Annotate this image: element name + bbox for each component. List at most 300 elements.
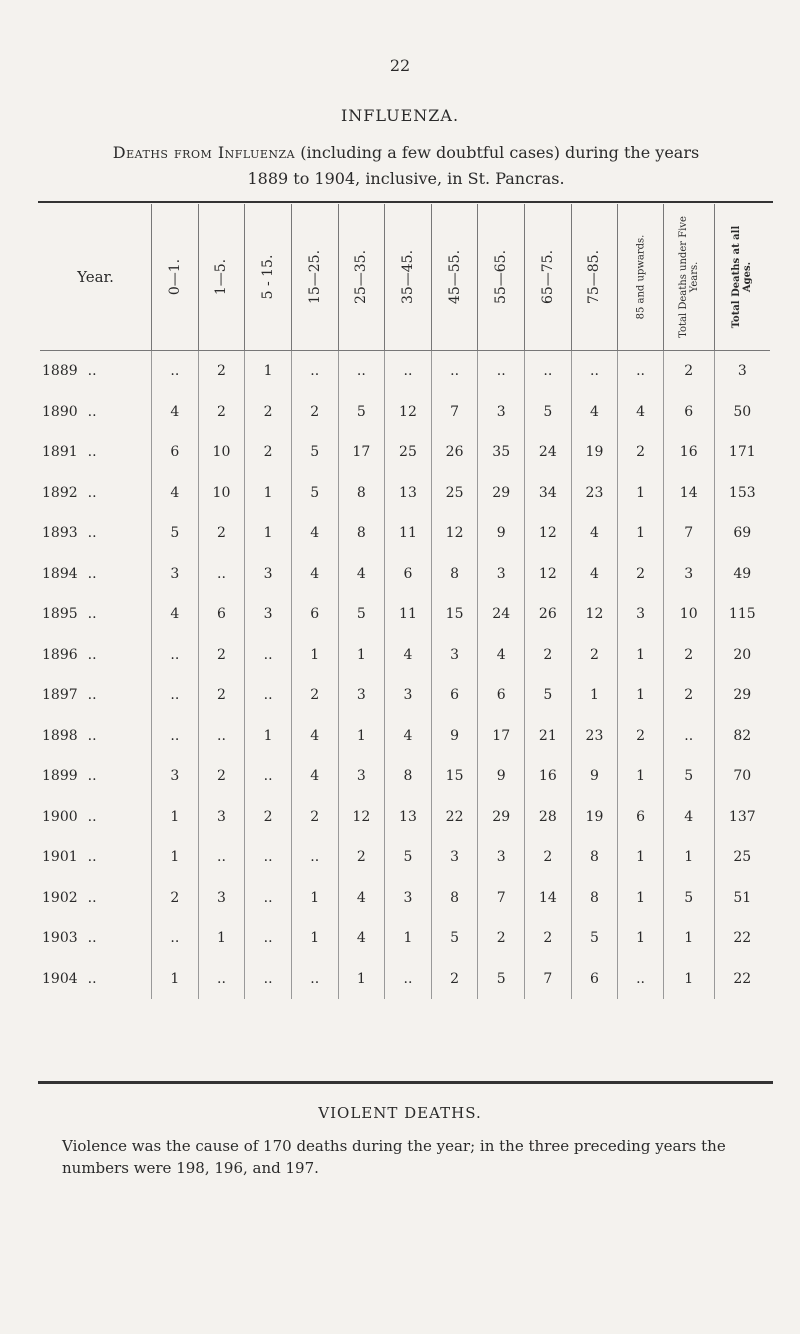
year-label: 1890 [42, 403, 78, 420]
year-label: 1898 [42, 727, 78, 744]
table-cell: 2 [152, 878, 199, 919]
table-row [40, 959, 770, 1000]
table-cell: 2 [525, 837, 572, 878]
table-cell: 16 [525, 756, 572, 797]
year-leader-dots: .. [87, 889, 97, 906]
table-cell: .. [245, 756, 292, 797]
table-cell: .. [198, 716, 245, 757]
table-cell: 4 [571, 554, 618, 595]
table-cell: .. [152, 635, 199, 676]
table-cell: 21 [525, 716, 572, 757]
table-cell: 25 [431, 473, 478, 514]
table-cell: 24 [525, 432, 572, 473]
table-cell: 12 [431, 513, 478, 554]
year-label: 1891 [42, 444, 78, 461]
column-header [431, 204, 478, 351]
table-cell: 4 [291, 554, 338, 595]
table-cell: 4 [571, 513, 618, 554]
table-cell: 24 [478, 594, 525, 635]
table-cell: 6 [431, 675, 478, 716]
table-top-rule [38, 201, 773, 203]
table-cell: 4 [663, 797, 714, 838]
table-cell: 1 [618, 756, 664, 797]
table-cell: 6 [478, 675, 525, 716]
year-label: 1895 [42, 606, 78, 623]
table-cell: 3 [245, 594, 292, 635]
table-cell: .. [198, 959, 245, 1000]
table-cell: 6 [663, 392, 714, 433]
column-label: Total Deaths under Five Years. [677, 216, 700, 338]
table-cell: 15 [431, 594, 478, 635]
table-cell: .. [152, 675, 199, 716]
table-cell: 2 [431, 959, 478, 1000]
table-row [40, 432, 770, 473]
table-row [40, 594, 770, 635]
table-cell: 9 [571, 756, 618, 797]
table-cell: 4 [291, 513, 338, 554]
table-cell: 9 [478, 756, 525, 797]
table-cell: 3 [663, 554, 714, 595]
year-label: 1900 [42, 808, 78, 825]
column-label: Total Deaths at all Ages. [731, 225, 754, 329]
table-cell: 3 [431, 837, 478, 878]
table-cell: .. [245, 675, 292, 716]
table-cell: 1 [618, 837, 664, 878]
table-cell: 4 [152, 594, 199, 635]
table-cell: 19 [571, 797, 618, 838]
table-bottom-rule [38, 1081, 773, 1084]
year-leader-dots: .. [87, 646, 97, 663]
table-cell: 2 [338, 837, 385, 878]
table-cell: 1 [618, 918, 664, 959]
table-cell: 22 [431, 797, 478, 838]
table-cell: 4 [385, 635, 432, 676]
table-cell: 4 [291, 756, 338, 797]
table-cell: 1 [571, 675, 618, 716]
table-cell: 8 [431, 878, 478, 919]
table-cell: 2 [245, 432, 292, 473]
caption-rest: (including a few doubtful cases) during the years [300, 143, 700, 162]
year-cell [40, 878, 152, 919]
table-cell: 12 [338, 797, 385, 838]
table-cell: 6 [198, 594, 245, 635]
table-cell: .. [338, 351, 385, 392]
year-label: 1896 [42, 646, 78, 663]
table-row [40, 797, 770, 838]
column-header [245, 204, 292, 351]
table-cell: 1 [663, 918, 714, 959]
table-cell: 4 [385, 716, 432, 757]
column-header [714, 204, 770, 351]
column-label: 5 - 15. [260, 254, 277, 300]
table-cell: 13 [385, 473, 432, 514]
table-cell: 35 [478, 432, 525, 473]
table-cell: .. [245, 878, 292, 919]
table-cell: 2 [525, 635, 572, 676]
table-cell: .. [525, 351, 572, 392]
table-row [40, 918, 770, 959]
year-cell [40, 716, 152, 757]
table-cell: 4 [478, 635, 525, 676]
table-cell: 51 [733, 889, 752, 906]
table-cell: 7 [663, 513, 714, 554]
year-cell [40, 635, 152, 676]
table-cell: 12 [571, 594, 618, 635]
table-cell: 29 [733, 687, 752, 704]
table-cell: 25 [733, 849, 752, 866]
table-cell: 29 [478, 473, 525, 514]
table-cell: 2 [663, 351, 714, 392]
caption-lead: Deaths from Influenza [112, 143, 296, 162]
table-cell: 2 [525, 918, 572, 959]
table-caption [36, 140, 776, 192]
table-cell: .. [198, 837, 245, 878]
table-cell: 7 [478, 878, 525, 919]
year-cell [40, 756, 152, 797]
table-cell: 2 [198, 513, 245, 554]
table-cell: 3 [152, 554, 199, 595]
table-cell: 4 [152, 473, 199, 514]
table-cell: .. [245, 918, 292, 959]
table-cell: 5 [338, 392, 385, 433]
year-cell [40, 918, 152, 959]
table-cell: 8 [431, 554, 478, 595]
table-cell: 171 [728, 444, 756, 461]
table-cell: 6 [618, 797, 664, 838]
year-leader-dots: .. [87, 363, 97, 380]
table-cell: 5 [525, 392, 572, 433]
column-label: 45—55. [446, 249, 463, 305]
table-cell: 3 [478, 554, 525, 595]
table-cell: 1 [245, 716, 292, 757]
table-cell: 3 [478, 837, 525, 878]
year-leader-dots: .. [87, 484, 97, 501]
table-cell: 12 [385, 392, 432, 433]
table-cell: 10 [198, 473, 245, 514]
table-cell: 23 [571, 473, 618, 514]
table-cell: 1 [291, 635, 338, 676]
table-cell: 22 [733, 930, 752, 947]
year-cell [40, 513, 152, 554]
table-row [40, 716, 770, 757]
table-cell: 3 [338, 675, 385, 716]
column-header [478, 204, 525, 351]
column-label: 35—45. [399, 249, 416, 305]
table-cell: .. [291, 959, 338, 1000]
year-label: 1889 [42, 363, 78, 380]
table-cell: 15 [431, 756, 478, 797]
table-row [40, 473, 770, 514]
table-cell: 13 [385, 797, 432, 838]
table-cell: 5 [152, 513, 199, 554]
table-cell: 5 [385, 837, 432, 878]
table-cell: 3 [431, 635, 478, 676]
table-cell: 2 [198, 351, 245, 392]
table-cell: 49 [733, 565, 752, 582]
year-leader-dots: .. [87, 768, 97, 785]
year-cell [40, 837, 152, 878]
table-cell: 3 [198, 797, 245, 838]
table-cell: 2 [618, 716, 664, 757]
column-header [152, 204, 199, 351]
table-cell: 11 [385, 594, 432, 635]
table-cell: 1 [618, 635, 664, 676]
year-label: 1901 [42, 849, 78, 866]
table-cell: 6 [291, 594, 338, 635]
table-cell: .. [152, 716, 199, 757]
year-label: 1903 [42, 930, 78, 947]
table-cell: 137 [728, 808, 756, 825]
table-cell: 1 [245, 473, 292, 514]
influenza-deaths-table [40, 204, 770, 999]
table-cell: 1 [291, 918, 338, 959]
table-cell: 9 [478, 513, 525, 554]
table-cell: 14 [525, 878, 572, 919]
year-cell [40, 473, 152, 514]
table-cell: 5 [478, 959, 525, 1000]
year-cell [40, 797, 152, 838]
table-cell: 9 [431, 716, 478, 757]
table-cell: 17 [338, 432, 385, 473]
table-cell: 3 [478, 392, 525, 433]
table-cell: 6 [152, 432, 199, 473]
table-cell: 6 [385, 554, 432, 595]
table-row [40, 878, 770, 919]
table-row [40, 635, 770, 676]
table-cell: 3 [338, 756, 385, 797]
table-cell: 5 [571, 918, 618, 959]
table-cell: 5 [663, 756, 714, 797]
table-cell: 1 [338, 959, 385, 1000]
table-cell: .. [291, 351, 338, 392]
table-row [40, 837, 770, 878]
table-cell: 12 [525, 554, 572, 595]
table-cell: 8 [571, 837, 618, 878]
year-column-header: Year. [40, 204, 152, 351]
year-label: 1892 [42, 484, 78, 501]
table-cell: 25 [385, 432, 432, 473]
table-row [40, 513, 770, 554]
table-cell: 1 [618, 513, 664, 554]
table-cell: 2 [198, 392, 245, 433]
table-cell: 1 [338, 716, 385, 757]
table-cell: 3 [198, 878, 245, 919]
table-cell: 22 [733, 970, 752, 987]
header-row [40, 204, 770, 351]
table-cell: 2 [663, 675, 714, 716]
year-cell [40, 959, 152, 1000]
table-cell: 5 [338, 594, 385, 635]
table-cell: 1 [291, 878, 338, 919]
table-cell: 1 [663, 959, 714, 1000]
table-cell: 6 [571, 959, 618, 1000]
table-cell: 5 [663, 878, 714, 919]
table-row [40, 554, 770, 595]
table-cell: 3 [245, 554, 292, 595]
column-label: 75—85. [586, 249, 603, 305]
year-cell [40, 351, 152, 392]
table-cell: 2 [571, 635, 618, 676]
table-cell: 153 [728, 484, 756, 501]
table-cell: 4 [571, 392, 618, 433]
column-header [571, 204, 618, 351]
table-cell: 2 [198, 756, 245, 797]
table-cell: 3 [385, 878, 432, 919]
year-leader-dots: .. [87, 565, 97, 582]
table-cell: 10 [198, 432, 245, 473]
table-cell: .. [663, 716, 714, 757]
table-cell: 12 [525, 513, 572, 554]
table-cell: .. [478, 351, 525, 392]
table-cell: .. [385, 959, 432, 1000]
table-cell: 2 [291, 797, 338, 838]
table-cell: 1 [198, 918, 245, 959]
year-cell [40, 432, 152, 473]
table-row [40, 756, 770, 797]
table-cell: .. [245, 635, 292, 676]
table-cell: 34 [525, 473, 572, 514]
year-label: 1893 [42, 525, 78, 542]
table-cell: 5 [291, 473, 338, 514]
table-cell: 1 [618, 878, 664, 919]
table-cell: 8 [338, 513, 385, 554]
year-leader-dots: .. [87, 687, 97, 704]
table-cell: 29 [478, 797, 525, 838]
table-cell: 2 [478, 918, 525, 959]
table-cell: 1 [245, 351, 292, 392]
table-row [40, 351, 770, 392]
table-row [40, 675, 770, 716]
table-cell: 20 [733, 646, 752, 663]
year-label: 1902 [42, 889, 78, 906]
table-cell: 4 [152, 392, 199, 433]
table-cell: .. [431, 351, 478, 392]
violent-deaths-heading: VIOLENT DEATHS. [318, 1104, 482, 1122]
table-cell: 1 [245, 513, 292, 554]
table-cell: 2 [291, 675, 338, 716]
table-cell: 1 [152, 837, 199, 878]
table-cell: 5 [291, 432, 338, 473]
table-cell: .. [618, 351, 664, 392]
table-cell: .. [152, 918, 199, 959]
column-label: 1—5. [213, 258, 230, 296]
table-cell: 8 [385, 756, 432, 797]
table-cell: 82 [733, 727, 752, 744]
table-cell: .. [571, 351, 618, 392]
year-cell [40, 554, 152, 595]
column-header [525, 204, 572, 351]
table-cell: 16 [663, 432, 714, 473]
column-header [385, 204, 432, 351]
column-header [198, 204, 245, 351]
table-cell: 50 [733, 403, 752, 420]
table-cell: .. [198, 554, 245, 595]
column-label: 25—35. [353, 249, 370, 305]
table-cell: .. [618, 959, 664, 1000]
table-cell: 14 [663, 473, 714, 514]
table-cell: 2 [198, 635, 245, 676]
table-cell: .. [291, 837, 338, 878]
year-leader-dots: .. [87, 808, 97, 825]
table-cell: 2 [618, 554, 664, 595]
year-label: 1899 [42, 768, 78, 785]
column-header [618, 204, 664, 351]
table-cell: 3 [152, 756, 199, 797]
year-cell [40, 594, 152, 635]
table-cell: 7 [431, 392, 478, 433]
column-label: 85 and upwards. [635, 234, 647, 320]
year-leader-dots: .. [87, 727, 97, 744]
table-cell: 10 [663, 594, 714, 635]
table-cell: 2 [198, 675, 245, 716]
table-cell: 4 [338, 554, 385, 595]
year-leader-dots: .. [87, 525, 97, 542]
table-cell: 1 [152, 797, 199, 838]
table-cell: 5 [431, 918, 478, 959]
table-cell: 1 [338, 635, 385, 676]
table-cell: 1 [618, 473, 664, 514]
table-cell: 2 [618, 432, 664, 473]
table-cell: 23 [571, 716, 618, 757]
table-cell: 1 [618, 675, 664, 716]
table-cell: 28 [525, 797, 572, 838]
year-leader-dots: .. [87, 403, 97, 420]
table-cell: 1 [663, 837, 714, 878]
table-row [40, 392, 770, 433]
year-label: 1894 [42, 565, 78, 582]
table-cell: 1 [152, 959, 199, 1000]
year-label: 1897 [42, 687, 78, 704]
page-number: 22 [389, 56, 411, 75]
year-leader-dots: .. [87, 930, 97, 947]
table-cell: 26 [431, 432, 478, 473]
year-leader-dots: .. [87, 606, 97, 623]
column-header [291, 204, 338, 351]
table-cell: 3 [618, 594, 664, 635]
table-cell: 3 [385, 675, 432, 716]
year-cell [40, 675, 152, 716]
table-cell: 19 [571, 432, 618, 473]
table-cell: 2 [663, 635, 714, 676]
table-cell: 3 [737, 363, 747, 380]
year-cell [40, 392, 152, 433]
table-cell: .. [152, 351, 199, 392]
column-label: 55—65. [493, 249, 510, 305]
year-label: 1904 [42, 970, 78, 987]
table-cell: 115 [728, 606, 756, 623]
table-cell: 8 [571, 878, 618, 919]
caption-line2: 1889 to 1904, inclusive, in St. Pancras. [247, 169, 565, 188]
column-header [338, 204, 385, 351]
table-cell: 4 [291, 716, 338, 757]
table-cell: 5 [525, 675, 572, 716]
table-cell: .. [245, 837, 292, 878]
table-cell: .. [245, 959, 292, 1000]
column-label: 65—75. [539, 249, 556, 305]
table-cell: 11 [385, 513, 432, 554]
column-label: 15—25. [306, 249, 323, 305]
table-cell: 2 [245, 797, 292, 838]
table-cell: 8 [338, 473, 385, 514]
table-cell: 69 [733, 525, 752, 542]
section-heading: INFLUENZA. [340, 106, 460, 125]
violent-deaths-paragraph: Violence was the cause of 170 deaths during the year; in the three preceding years the numbers were 198, 196, and 197. [62, 1137, 726, 1177]
table-cell: .. [385, 351, 432, 392]
table-cell: 17 [478, 716, 525, 757]
year-leader-dots: .. [87, 444, 97, 461]
column-header [663, 204, 714, 351]
table-cell: 4 [618, 392, 664, 433]
